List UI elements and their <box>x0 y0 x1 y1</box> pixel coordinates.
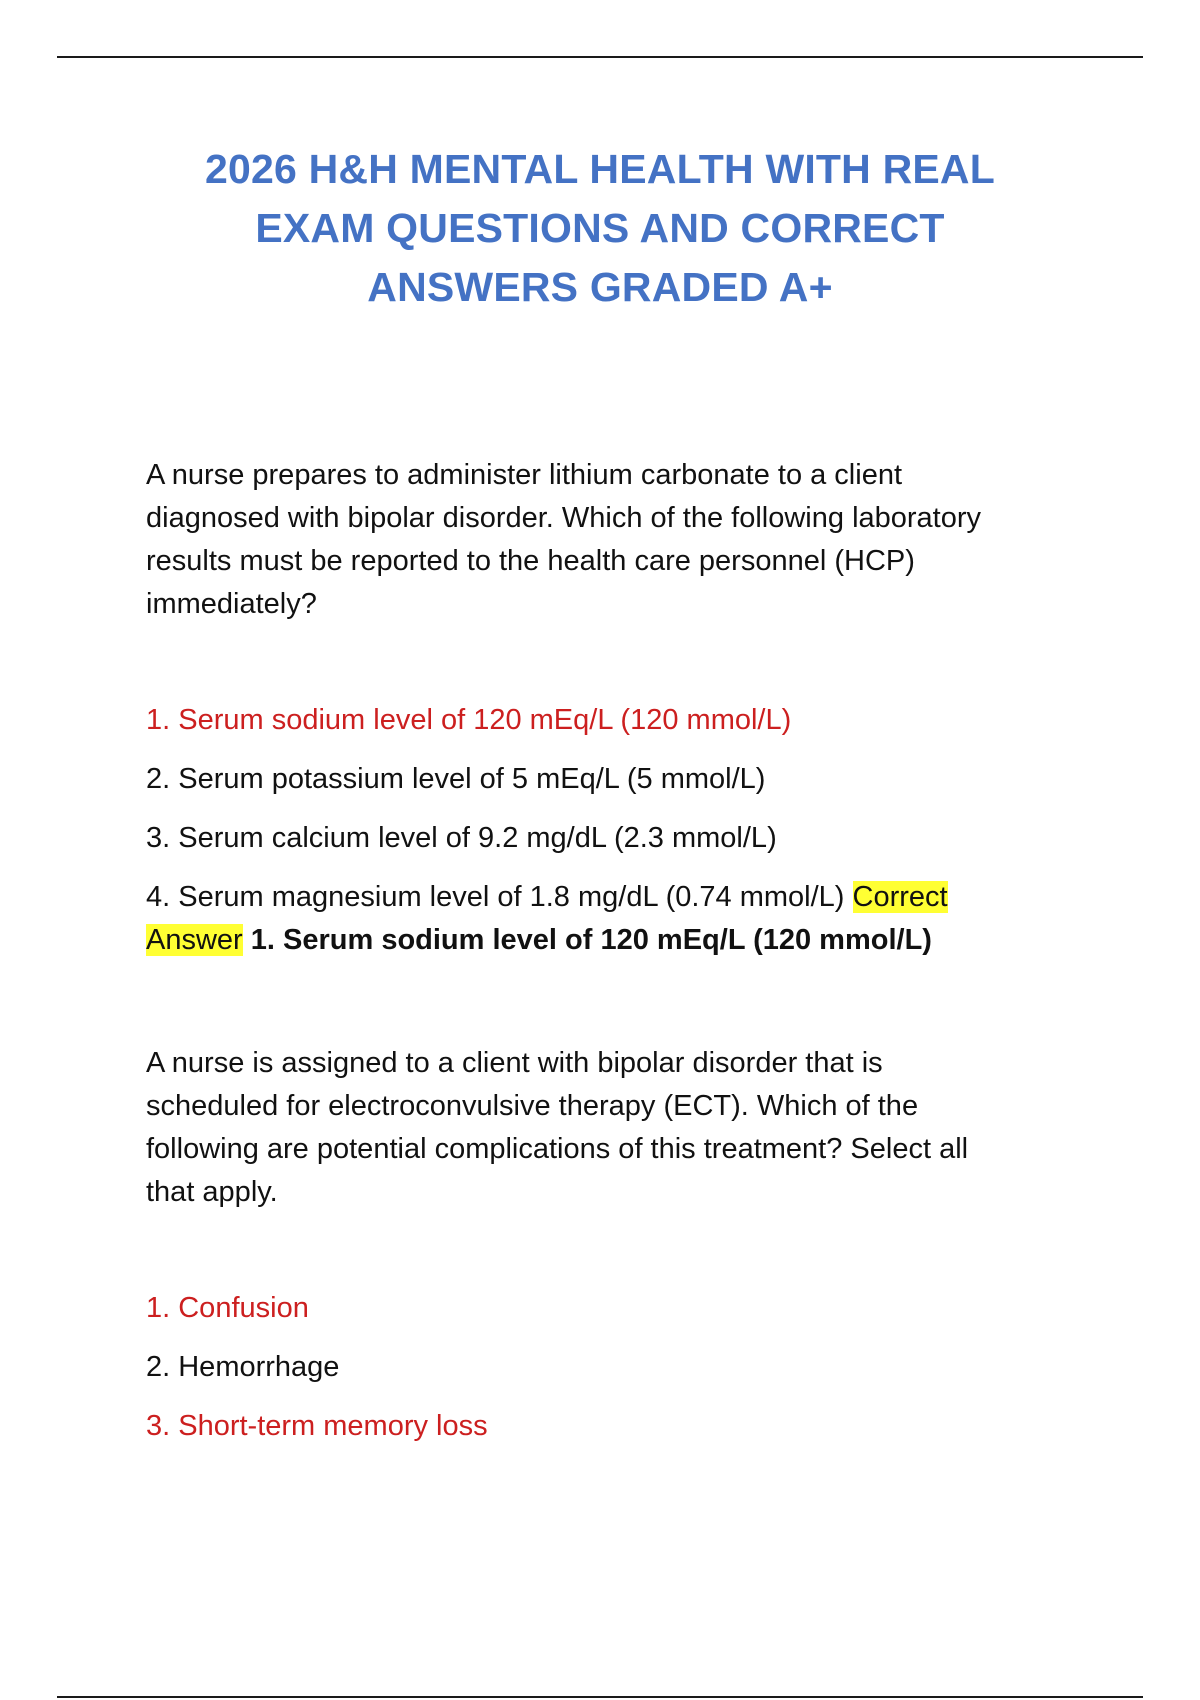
correct-answer-label: Correct <box>852 881 948 913</box>
option-4-with-answer <box>146 876 1086 962</box>
option-3-correct: 3. Short-term memory loss <box>146 1410 488 1442</box>
stem-line: immediately? <box>146 588 317 620</box>
question-stem <box>146 1042 1086 1214</box>
title-line: ANSWERS GRADED A+ <box>367 264 833 310</box>
stem-line: following are potential complications of this treatment? Select all <box>146 1133 969 1165</box>
stem-line: A nurse is assigned to a client with bipolar disorder that is <box>146 1047 883 1079</box>
correct-answer-label-cont: Answer <box>146 924 243 956</box>
answer-options <box>146 1287 1086 1448</box>
option-1-correct: 1. Confusion <box>146 1292 309 1324</box>
stem-line: that apply. <box>146 1176 278 1208</box>
option-4: 4. Serum magnesium level of 1.8 mg/dL (0.74 mmol/L) <box>146 881 845 913</box>
question-stem <box>146 454 1086 626</box>
document-title <box>120 140 1080 317</box>
answer-options <box>146 699 1086 962</box>
stem-line: diagnosed with bipolar disorder. Which of the following laboratory <box>146 502 982 534</box>
option-2: 2. Serum potassium level of 5 mEq/L (5 mmol/L) <box>146 763 766 795</box>
option-1-correct: 1. Serum sodium level of 120 mEq/L (120 mmol/L) <box>146 704 792 736</box>
title-line: 2026 H&H MENTAL HEALTH WITH REAL <box>205 146 995 192</box>
question-1 <box>146 454 1086 962</box>
question-2 <box>146 1042 1086 1448</box>
stem-line: A nurse prepares to administer lithium carbonate to a client <box>146 459 903 491</box>
stem-line: results must be reported to the health care personnel (HCP) <box>146 545 915 577</box>
option-3: 3. Serum calcium level of 9.2 mg/dL (2.3 mmol/L) <box>146 822 777 854</box>
bottom-rule <box>57 1696 1143 1698</box>
correct-answer-text: 1. Serum sodium level of 120 mEq/L (120 mmol/L) <box>250 924 932 956</box>
stem-line: scheduled for electroconvulsive therapy (ECT). Which of the <box>146 1090 919 1122</box>
option-2: 2. Hemorrhage <box>146 1351 340 1383</box>
title-line: EXAM QUESTIONS AND CORRECT <box>255 205 945 251</box>
top-rule <box>57 56 1143 58</box>
